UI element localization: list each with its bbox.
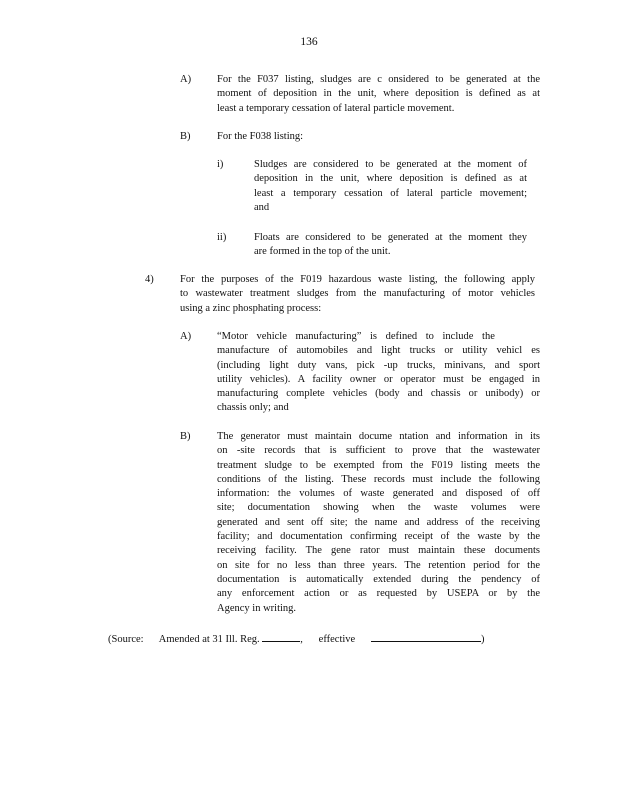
- text-line: (including light duty vans, pick -up trucks, minivans, and sport: [217, 359, 540, 371]
- paragraph-marker: B): [180, 431, 191, 442]
- paragraph-body: [217, 130, 540, 144]
- text-line: Sludges are considered to be generated at the moment of: [254, 159, 527, 170]
- text-line: to wastewater treatment sludges from the manufacturing of motor vehicles: [180, 288, 535, 300]
- text-line: “Motor vehicle manufacturing” is defined to include the: [217, 331, 495, 342]
- text-line: on -site records that is sufficient to prove that the wastewater: [217, 445, 540, 457]
- text-line: For the F037 listing, sludges are c onsidered to be generated at the: [217, 74, 540, 85]
- paragraph-body: [254, 158, 527, 215]
- source-open: (Source:: [108, 634, 144, 645]
- page-number: 136: [300, 36, 318, 48]
- text-line: conditions of the listing. These records must include the following: [217, 473, 540, 485]
- text-line: facility; and documentation confirming receipt of the waste by the: [217, 531, 540, 543]
- text-line: utility vehicles). A facility owner or operator must be engaged in: [217, 373, 540, 385]
- source-amended: Amended at 31 Ill. Reg.: [158, 634, 260, 645]
- source-comma: ,: [300, 634, 303, 645]
- source-effective: effective: [318, 634, 356, 645]
- paragraph-body: [217, 330, 540, 416]
- text-line: For the F038 listing:: [217, 131, 304, 142]
- text-line: generated and sent off site; the name and address of the receiving: [217, 516, 540, 528]
- paragraph-marker: 4): [145, 274, 154, 285]
- paragraph-body: [217, 73, 540, 116]
- text-line: on site for no less than three years. The retention period for the: [217, 559, 540, 571]
- text-line: For the purposes of the F019 hazardous waste listing, the following apply: [180, 274, 535, 285]
- text-line: manufacturing complete vehicles (body and chassis or unibody) or: [217, 388, 540, 400]
- text-line: The generator must maintain docume ntation and information in its: [217, 431, 540, 442]
- text-line: deposition in the unit, where deposition is defined as at: [254, 173, 527, 185]
- text-line: using a zinc phosphating process:: [180, 302, 322, 314]
- text-line: Agency in writing.: [217, 602, 297, 614]
- text-line: moment of deposition in the unit, where deposition is defined as at: [217, 88, 540, 100]
- text-line: are formed in the top of the unit.: [254, 246, 391, 258]
- text-line: receiving facility. The gene rator must maintain these documents: [217, 545, 540, 557]
- text-line: least a temporary cessation of lateral particle movement;: [254, 187, 527, 199]
- text-line: and: [254, 201, 270, 213]
- text-line: documentation is automatically extended during the pendency of: [217, 573, 540, 585]
- paragraph-marker: ii): [217, 232, 227, 243]
- effective-date-blank: [371, 630, 481, 642]
- paragraph-marker: A): [180, 74, 192, 85]
- text-line: chassis only; and: [217, 402, 289, 414]
- reg-page-blank: [262, 630, 300, 642]
- text-line: least a temporary cessation of lateral particle movement.: [217, 102, 455, 114]
- paragraph-marker: A): [180, 331, 192, 342]
- text-line: any enforcement action or as requested by USEPA or by the: [217, 588, 540, 600]
- text-line: information: the volumes of waste generated and disposed of off: [217, 488, 540, 500]
- paragraph-marker: B): [180, 131, 191, 142]
- text-line: Floats are considered to be generated at the moment they: [254, 232, 527, 243]
- source-note: [108, 630, 484, 647]
- text-line: manufacture of automobiles and light trucks or utility vehicl es: [217, 345, 540, 357]
- source-close: ): [480, 634, 485, 645]
- paragraph-body: [180, 273, 535, 316]
- paragraph-body: [254, 231, 527, 260]
- paragraph-marker: i): [217, 159, 224, 170]
- text-line: site; documentation showing when the waste volumes were: [217, 502, 540, 514]
- text-line: treatment sludge to be exempted from the F019 listing meets the: [217, 459, 540, 471]
- paragraph-body: [217, 430, 540, 616]
